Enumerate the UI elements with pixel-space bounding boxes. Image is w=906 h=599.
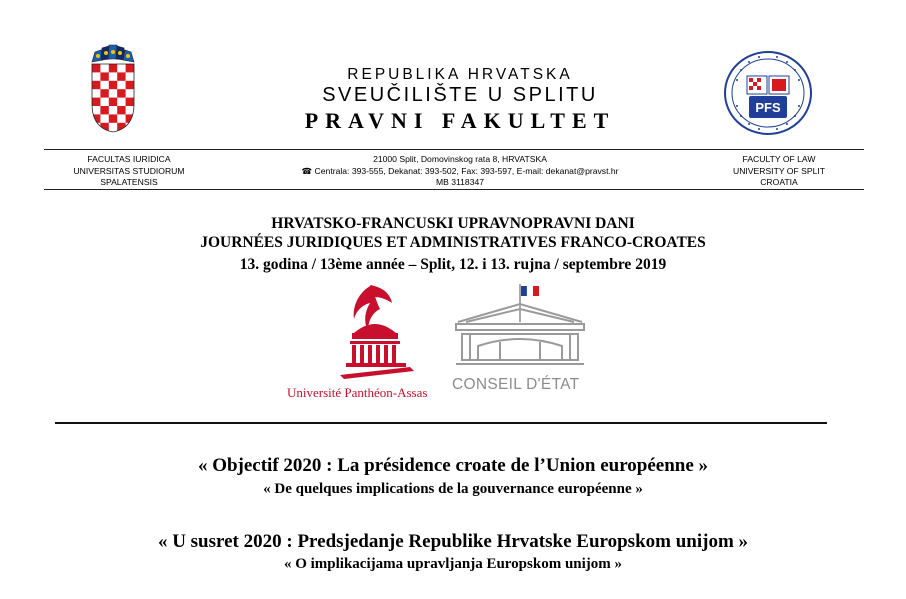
topic-subtitle-croatian: « O implikacijama upravljanja Europskom unijom » bbox=[283, 556, 623, 572]
conseil-detat-name: CONSEIL D'ÉTAT bbox=[452, 376, 580, 393]
latin-faculty-block bbox=[44, 154, 214, 189]
phone-line: ☎ Centrala: 393-555, Dekanat: 393-502, Fax: 393-597, E-mail: dekanat@pravst.hr bbox=[301, 165, 619, 176]
contact-block bbox=[250, 154, 670, 189]
conseil-detat-logo bbox=[448, 282, 588, 372]
country-name: REPUBLIKA HRVATSKA bbox=[347, 66, 573, 83]
latin-line: UNIVERSITAS STUDIORUM bbox=[73, 165, 185, 176]
english-line: FACULTY OF LAW bbox=[742, 154, 816, 164]
topic-title-french: « Objectif 2020 : La présidence croate de l’Union européenne » bbox=[197, 455, 709, 476]
event-title-hr: HRVATSKO-FRANCUSKI UPRAVNOPRAVNI DANI bbox=[271, 215, 635, 232]
address-line: 21000 Split, Domovinskog rata 8, HRVATSKA bbox=[373, 154, 547, 164]
section-divider bbox=[55, 422, 827, 424]
faculty-name: PRAVNI FAKULTET bbox=[304, 108, 616, 133]
event-dates: 13. godina / 13ème année – Split, 12. i 13. rujna / septembre 2019 bbox=[239, 256, 667, 273]
pantheon-assas-name: Université Panthéon-Assas bbox=[287, 385, 428, 400]
university-name: SVEUČILIŠTE U SPLITU bbox=[322, 84, 598, 106]
english-line: CROATIA bbox=[760, 177, 798, 188]
latin-line: FACULTAS IURIDICA bbox=[87, 154, 171, 164]
seal-label: PFS bbox=[755, 100, 781, 115]
event-title-fr: JOURNÉES JURIDIQUES ET ADMINISTRATIVES FRANCO-CROATES bbox=[200, 234, 706, 251]
registry-line: MB 3118347 bbox=[435, 177, 485, 188]
faculty-seal-logo bbox=[723, 50, 813, 136]
pantheon-assas-logo bbox=[330, 283, 420, 383]
english-line: UNIVERSITY OF SPLIT bbox=[732, 165, 825, 176]
topic-subtitle-french: « De quelques implications de la gouvernance européenne » bbox=[263, 481, 643, 497]
croatian-coat-of-arms bbox=[90, 42, 136, 134]
english-faculty-block bbox=[694, 154, 864, 189]
latin-line: SPALATENSIS bbox=[100, 177, 158, 188]
crown-icon bbox=[92, 45, 134, 62]
header-top-rule bbox=[44, 149, 864, 150]
header-bottom-rule bbox=[44, 189, 864, 190]
topic-title-croatian: « U susret 2020 : Predsjedanje Republike Hrvatske Europskom unijom » bbox=[157, 531, 749, 552]
flag-icon bbox=[521, 286, 527, 296]
